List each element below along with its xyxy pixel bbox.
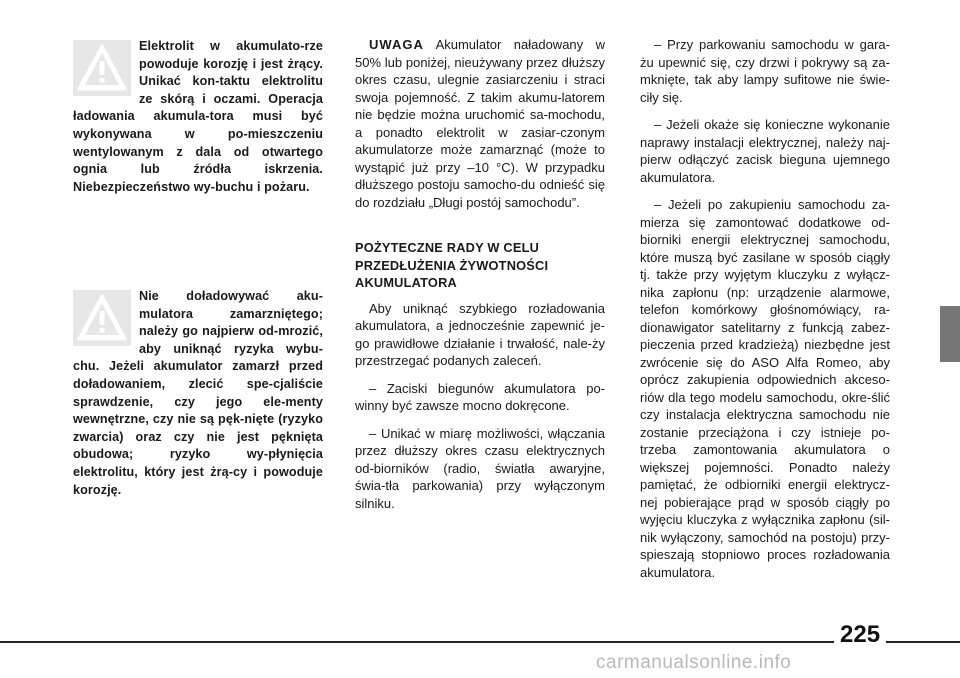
warning-block-electrolyte [73,38,323,196]
intro-paragraph: Aby uniknąć szybkiego rozładowania akumulatora, a jednocześnie zapewnić je-go prawidłowe działanie i trwałość, nale-ży przestrzegać podanych zaleceń. [355,300,605,368]
tip-garage: – Przy parkowaniu samochodu w gara-żu upewnić się, czy drzwi i pokrywy są za-mknięte, tak aby lampy sufitowe nie świe-ciły się. [640,37,890,105]
right-column [640,36,890,591]
uwaga-paragraph [355,36,605,211]
warning-text-frozen: Nie doładowywać aku-mulatora zamarzniętego; należy go najpierw od-mrozić, aby uniknąć ryzyka wybu-chu. Jeżeli akumulator zamarzł przed doładowaniem, zlecić spe-cjaliście sprawdzenie, czy jego ele-menty wewnętrzne, czy nie są pęk-nięte (ryzyko zwarcia) oraz czy nie jest pęknięta obudowa; ryzyko wy-płynięcia elektrolitu, który jest żrą-cy i powoduje korozję. [73,289,323,497]
section-tab-marker [940,306,960,362]
warning-icon [73,40,131,96]
uwaga-label: UWAGA [369,37,424,52]
uwaga-text: Akumulator naładowany w 50% lub poniżej, nieużywany przez dłuższy okres czasu, ulegnie zasiarczeniu i straci swoja pojemność. Z takim akumu-latorem nie będzie można uruchomić sa-mochodu, a ponadto elektrolit w zasiar-czonym akumulatorze może zamarznąć (może to wystąpić już przy –10 °C). W przypadku dłuższego postoju samocho-du odnieść się do rozdziału „Długi postój samochodu”. [355,37,605,210]
tip-terminals: – Zaciski biegunów akumulatora po-winny być zawsze mocno dokręcone. [355,380,605,413]
tip-repair: – Jeżeli okaże się konieczne wykonanie naprawy instalacji elektrycznej, należy naj-pierw odłączyć zacisk bieguna ujemnego akumulatora. [640,117,890,185]
middle-column [355,36,605,522]
footer-rule [0,641,960,643]
warning-text-electrolyte: Elektrolit w akumulato-rze powoduje korozję i jest żrący. Unikać kon-taktu elektrolitu ze skórą i oczami. Operacja ładowania akumula-tora musi być wykonywana w po-mieszczeniu wentylowanym z dala od otwartego ognia lub źródła iskrzenia. Niebezpieczeństwo wy-buchu i pożaru. [73,39,323,194]
tip-accessories: – Jeżeli po zakupieniu samochodu za-mierza się zamontować dodatkowe od-biorniki energii elektrycznej samochodu, które muszą być zasilane w sposób ciągły tj. także przy wyjętym kluczyku z wyłącz-nika zapłonu (np: urządzenie alarmowe, telefon komórkowy głośnomówiący, ra-dionawigator satelitarny z funkcją zabez-pieczenia przed kradzieżą) niezbędne jest zwrócenie się do ASO Alfa Romeo, aby oprócz zakupienia odpowiednich akceso-riów dla tego modelu samochodu, okre-ślić czy instalacja elektryczna samochodu nie zostanie przeciążona i czy istnieje po-trzeba zamontowania akumulatora o większej pojemności. Ponadto należy pamiętać, że odbiorniki energii elektrycz-nej pobierające prąd w sposób ciągły po wyjęciu kluczyka z wyłącznika zapłonu (sil-nik wyłączony, samochód na postoju) przy-spieszają stopniowo proces rozładowania akumulatora. [640,197,890,580]
tip-consumers: – Unikać w miarę możliwości, włączania przez dłuższy okres czasu elektrycznych od-biorników (radio, światła awaryjne, świa-tła parkowania) przy wyłączonym silniku. [355,425,605,511]
section-heading: POŻYTECZNE RADY W CELU PRZEDŁUŻENIA ŻYWOTNOŚCI AKUMULATORA [355,240,549,290]
watermark: carmanualsonline.info [596,652,792,673]
warning-icon [73,290,131,346]
page-number: 225 [834,621,886,649]
warning-block-frozen [73,288,323,499]
